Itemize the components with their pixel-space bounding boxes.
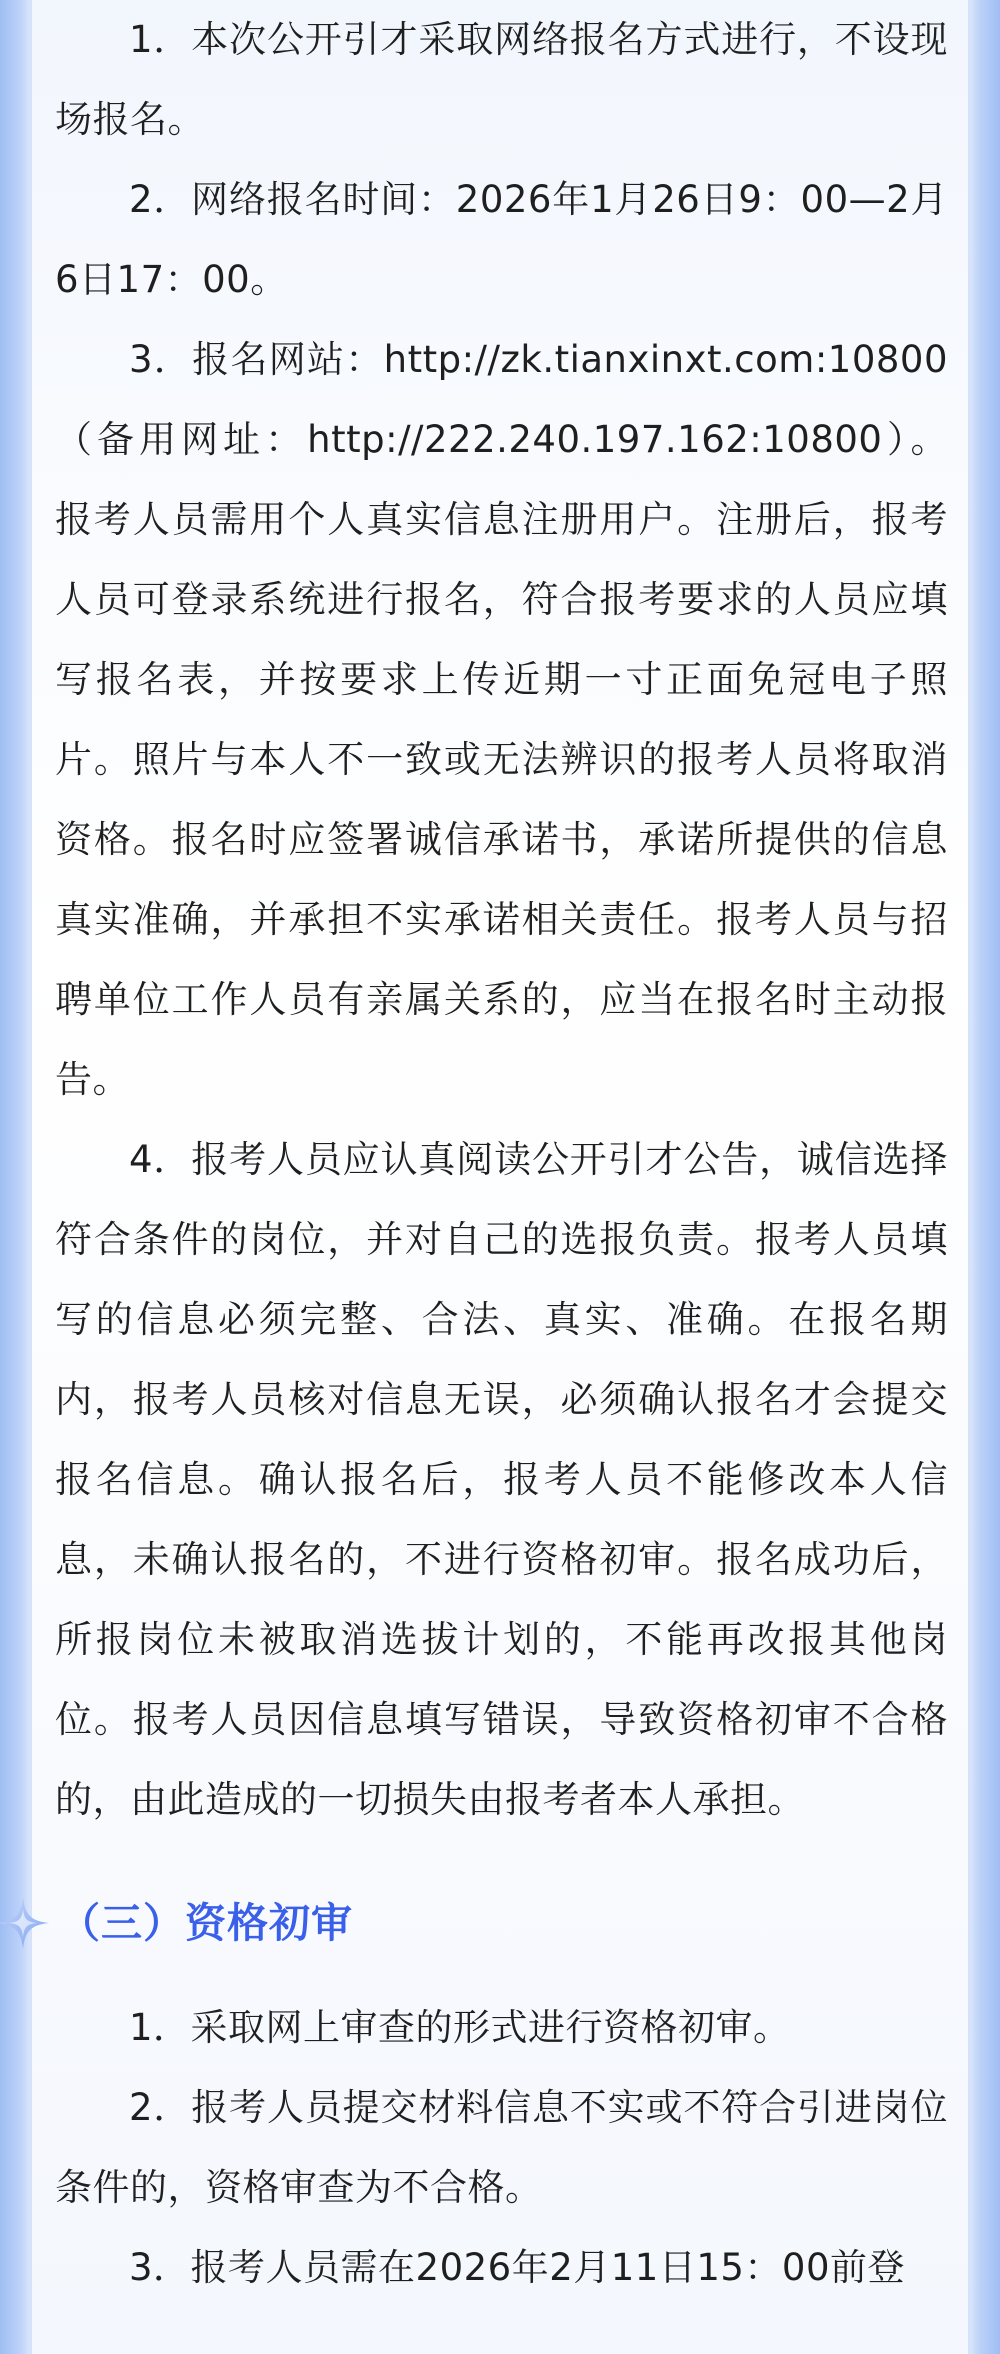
section-heading [0, 1858, 948, 1988]
paragraph-registration-website: 3．报名网站：http://zk.tianxinxt.com:10800（备用网址：http://222.240.197.162:10800）。报考人员需用个人真实信息注册用户。注册后，报考人员可登录系统进行报名，符合报考要求的人员应填写报名表，并按要求上传近期一寸正面免冠电子照片。照片与本人不一致或无法辨识的报考人员将取消资格。报名时应签署诚信承诺书，承诺所提供的信息真实准确，并承担不实承诺相关责任。报考人员与招聘单位工作人员有亲属关系的，应当在报名时主动报告。 [55, 338, 948, 1101]
paragraph-applicant-responsibility: 4．报考人员应认真阅读公开引才公告，诚信选择符合条件的岗位，并对自己的选报负责。报考人员填写的信息必须完整、合法、真实、准确。在报名期内，报考人员核对信息无误，必须确认报名才会提交报名信息。确认报名后，报考人员不能修改本人信息，未确认报名的，不进行资格初审。报名成功后，所报岗位未被取消选拔计划的，不能再改报其他岗位。报考人员因信息填写错误，导致资格初审不合格的，由此造成的一切损失由报考者本人承担。 [55, 1138, 948, 1821]
paragraph-review-unqualified: 2．报考人员提交材料信息不实或不符合引进岗位条件的，资格审查为不合格。 [55, 2086, 948, 2209]
paragraph-online-registration: 1．本次公开引才采取网络报名方式进行，不设现场报名。 [55, 18, 948, 141]
section-title: （三）资格初审 [59, 1899, 353, 1947]
paragraph-online-review: 1．采取网上审查的形式进行资格初审。 [129, 2006, 791, 2049]
paragraph-registration-time: 2．网络报名时间：2026年1月26日9：00—2月6日17：00。 [55, 178, 948, 301]
article-body [55, 0, 948, 2308]
paragraph-deadline-partial: 3．报考人员需在2026年2月11日15：00前登 [129, 2246, 905, 2289]
sparkle-icon [0, 1895, 51, 1951]
